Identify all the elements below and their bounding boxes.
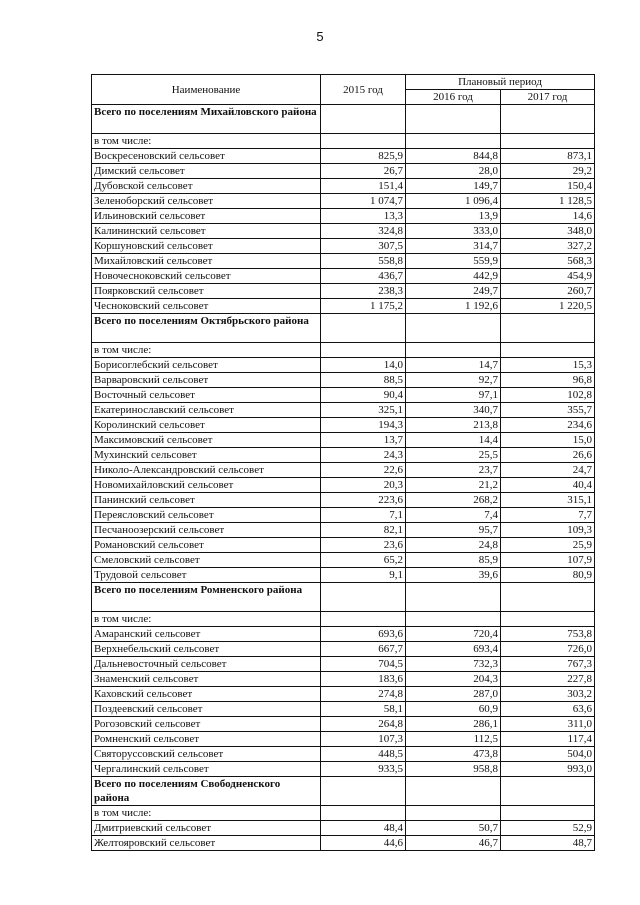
row-name-cell: Восточный сельсовет <box>92 388 321 403</box>
value-2017-cell: 52,9 <box>501 821 595 836</box>
value-2016-cell <box>406 134 501 149</box>
value-2016-cell: 473,8 <box>406 747 501 762</box>
row-name-cell: в том числе: <box>92 612 321 627</box>
value-2017-cell: 303,2 <box>501 687 595 702</box>
row-name-cell: Королинский сельсовет <box>92 418 321 433</box>
value-2016-cell: 7,4 <box>406 508 501 523</box>
value-2017-cell: 25,9 <box>501 538 595 553</box>
table-row <box>92 493 595 508</box>
row-name-cell: Всего по поселениям Свободненского района <box>92 777 321 806</box>
value-2015-cell: 704,5 <box>321 657 406 672</box>
value-2015-cell: 88,5 <box>321 373 406 388</box>
row-name-cell: Дубовской сельсовет <box>92 179 321 194</box>
value-2017-cell: 48,7 <box>501 836 595 851</box>
value-2017-cell: 315,1 <box>501 493 595 508</box>
column-header-name: Наименование <box>92 75 321 105</box>
row-name-cell: Екатеринославский сельсовет <box>92 403 321 418</box>
value-2016-cell: 13,9 <box>406 209 501 224</box>
table-row <box>92 194 595 209</box>
table-row <box>92 806 595 821</box>
value-2015-cell: 558,8 <box>321 254 406 269</box>
value-2015-cell: 933,5 <box>321 762 406 777</box>
value-2017-cell: 150,4 <box>501 179 595 194</box>
value-2015-cell: 9,1 <box>321 568 406 583</box>
table-row <box>92 687 595 702</box>
table-row <box>92 702 595 717</box>
value-2016-cell: 268,2 <box>406 493 501 508</box>
row-name-cell: Чергалинский сельсовет <box>92 762 321 777</box>
table-group-row <box>92 314 595 343</box>
table-row <box>92 672 595 687</box>
table-row <box>92 821 595 836</box>
value-2017-cell <box>501 134 595 149</box>
row-name-cell: Песчаноозерский сельсовет <box>92 523 321 538</box>
value-2015-cell: 23,6 <box>321 538 406 553</box>
row-name-cell: Ильиновский сельсовет <box>92 209 321 224</box>
value-2015-cell: 14,0 <box>321 358 406 373</box>
value-2015-cell <box>321 612 406 627</box>
row-name-cell: Варваровский сельсовет <box>92 373 321 388</box>
value-2015-cell: 107,3 <box>321 732 406 747</box>
value-2016-cell: 14,7 <box>406 358 501 373</box>
value-2016-cell: 287,0 <box>406 687 501 702</box>
value-2016-cell: 92,7 <box>406 373 501 388</box>
value-2015-cell: 22,6 <box>321 463 406 478</box>
table-group-row <box>92 583 595 612</box>
table-row <box>92 284 595 299</box>
row-name-cell: Воскресеновский сельсовет <box>92 149 321 164</box>
row-name-cell: Поздеевский сельсовет <box>92 702 321 717</box>
row-name-cell: Всего по поселениям Октябрьского района <box>92 314 321 343</box>
value-2017-cell: 1 128,5 <box>501 194 595 209</box>
value-2017-cell: 327,2 <box>501 239 595 254</box>
value-2016-cell: 14,4 <box>406 433 501 448</box>
value-2016-cell: 60,9 <box>406 702 501 717</box>
value-2016-cell: 25,5 <box>406 448 501 463</box>
table-row <box>92 373 595 388</box>
value-2016-cell <box>406 583 501 612</box>
table-row <box>92 762 595 777</box>
value-2017-cell: 726,0 <box>501 642 595 657</box>
value-2017-cell: 753,8 <box>501 627 595 642</box>
row-name-cell: Максимовский сельсовет <box>92 433 321 448</box>
value-2016-cell <box>406 343 501 358</box>
value-2017-cell: 102,8 <box>501 388 595 403</box>
value-2017-cell: 993,0 <box>501 762 595 777</box>
row-name-cell: Димский сельсовет <box>92 164 321 179</box>
table-row <box>92 642 595 657</box>
value-2017-cell: 7,7 <box>501 508 595 523</box>
row-name-cell: Рогозовский сельсовет <box>92 717 321 732</box>
table-row <box>92 538 595 553</box>
table-row <box>92 612 595 627</box>
value-2017-cell <box>501 777 595 806</box>
table-row <box>92 403 595 418</box>
value-2017-cell <box>501 105 595 134</box>
value-2017-cell: 1 220,5 <box>501 299 595 314</box>
value-2016-cell: 23,7 <box>406 463 501 478</box>
value-2016-cell <box>406 105 501 134</box>
table-row <box>92 478 595 493</box>
value-2016-cell <box>406 314 501 343</box>
value-2016-cell: 112,5 <box>406 732 501 747</box>
table-row <box>92 343 595 358</box>
value-2017-cell: 80,9 <box>501 568 595 583</box>
value-2017-cell: 355,7 <box>501 403 595 418</box>
value-2017-cell: 63,6 <box>501 702 595 717</box>
row-name-cell: Мухинский сельсовет <box>92 448 321 463</box>
value-2016-cell: 1 192,6 <box>406 299 501 314</box>
value-2015-cell: 307,5 <box>321 239 406 254</box>
value-2017-cell: 568,3 <box>501 254 595 269</box>
row-name-cell: Михайловский сельсовет <box>92 254 321 269</box>
column-header-2017: 2017 год <box>501 90 595 105</box>
value-2015-cell: 65,2 <box>321 553 406 568</box>
value-2016-cell: 559,9 <box>406 254 501 269</box>
row-name-cell: Коршуновский сельсовет <box>92 239 321 254</box>
value-2016-cell <box>406 612 501 627</box>
row-name-cell: Знаменский сельсовет <box>92 672 321 687</box>
column-header-plan-period: Плановый период <box>406 75 595 90</box>
value-2016-cell: 97,1 <box>406 388 501 403</box>
value-2017-cell: 234,6 <box>501 418 595 433</box>
value-2015-cell: 436,7 <box>321 269 406 284</box>
value-2015-cell: 58,1 <box>321 702 406 717</box>
row-name-cell: Новомихайловский сельсовет <box>92 478 321 493</box>
table-row <box>92 732 595 747</box>
value-2016-cell: 286,1 <box>406 717 501 732</box>
row-name-cell: в том числе: <box>92 343 321 358</box>
table-row <box>92 388 595 403</box>
budget-table <box>91 74 595 851</box>
value-2016-cell: 149,7 <box>406 179 501 194</box>
row-name-cell: Переясловский сельсовет <box>92 508 321 523</box>
value-2016-cell: 693,4 <box>406 642 501 657</box>
table-row <box>92 508 595 523</box>
value-2015-cell <box>321 134 406 149</box>
value-2015-cell <box>321 777 406 806</box>
table-group-row <box>92 105 595 134</box>
value-2015-cell: 1 175,2 <box>321 299 406 314</box>
table-row <box>92 164 595 179</box>
value-2015-cell: 183,6 <box>321 672 406 687</box>
value-2015-cell: 151,4 <box>321 179 406 194</box>
value-2016-cell: 249,7 <box>406 284 501 299</box>
value-2016-cell: 85,9 <box>406 553 501 568</box>
row-name-cell: в том числе: <box>92 806 321 821</box>
value-2016-cell: 958,8 <box>406 762 501 777</box>
table-row <box>92 836 595 851</box>
value-2016-cell: 39,6 <box>406 568 501 583</box>
value-2015-cell <box>321 105 406 134</box>
value-2015-cell: 7,1 <box>321 508 406 523</box>
row-name-cell: Трудовой сельсовет <box>92 568 321 583</box>
value-2016-cell: 204,3 <box>406 672 501 687</box>
table-row <box>92 463 595 478</box>
table-row <box>92 134 595 149</box>
table-row <box>92 717 595 732</box>
value-2015-cell: 324,8 <box>321 224 406 239</box>
value-2017-cell: 873,1 <box>501 149 595 164</box>
table-row <box>92 239 595 254</box>
table-row <box>92 448 595 463</box>
value-2016-cell: 46,7 <box>406 836 501 851</box>
row-name-cell: Ромненский сельсовет <box>92 732 321 747</box>
value-2015-cell <box>321 806 406 821</box>
value-2015-cell <box>321 343 406 358</box>
value-2015-cell: 82,1 <box>321 523 406 538</box>
table-row <box>92 149 595 164</box>
value-2015-cell: 48,4 <box>321 821 406 836</box>
value-2017-cell <box>501 583 595 612</box>
row-name-cell: Поярковский сельсовет <box>92 284 321 299</box>
value-2017-cell: 767,3 <box>501 657 595 672</box>
table-row <box>92 299 595 314</box>
table-row <box>92 209 595 224</box>
value-2017-cell: 26,6 <box>501 448 595 463</box>
table-row <box>92 179 595 194</box>
value-2016-cell: 95,7 <box>406 523 501 538</box>
table-body <box>92 105 595 851</box>
value-2015-cell: 20,3 <box>321 478 406 493</box>
value-2015-cell: 238,3 <box>321 284 406 299</box>
row-name-cell: Дальневосточный сельсовет <box>92 657 321 672</box>
table-row <box>92 269 595 284</box>
table-row <box>92 418 595 433</box>
value-2016-cell: 720,4 <box>406 627 501 642</box>
page-number: 5 <box>316 29 324 44</box>
row-name-cell: Всего по поселениям Михайловского района <box>92 105 321 134</box>
value-2017-cell <box>501 314 595 343</box>
value-2015-cell: 1 074,7 <box>321 194 406 209</box>
value-2016-cell: 314,7 <box>406 239 501 254</box>
value-2015-cell: 24,3 <box>321 448 406 463</box>
value-2017-cell: 454,9 <box>501 269 595 284</box>
value-2017-cell: 107,9 <box>501 553 595 568</box>
value-2016-cell: 732,3 <box>406 657 501 672</box>
value-2016-cell: 21,2 <box>406 478 501 493</box>
table-row <box>92 553 595 568</box>
value-2015-cell: 325,1 <box>321 403 406 418</box>
row-name-cell: Каховский сельсовет <box>92 687 321 702</box>
value-2015-cell <box>321 583 406 612</box>
table-group-row <box>92 777 595 806</box>
value-2016-cell: 28,0 <box>406 164 501 179</box>
value-2017-cell: 117,4 <box>501 732 595 747</box>
value-2015-cell <box>321 314 406 343</box>
value-2017-cell <box>501 343 595 358</box>
row-name-cell: Зеленоборский сельсовет <box>92 194 321 209</box>
value-2015-cell: 194,3 <box>321 418 406 433</box>
table-row <box>92 224 595 239</box>
value-2015-cell: 264,8 <box>321 717 406 732</box>
value-2016-cell <box>406 806 501 821</box>
value-2015-cell: 448,5 <box>321 747 406 762</box>
value-2017-cell: 348,0 <box>501 224 595 239</box>
value-2017-cell: 311,0 <box>501 717 595 732</box>
row-name-cell: в том числе: <box>92 134 321 149</box>
table-row <box>92 568 595 583</box>
row-name-cell: Николо-Александровский сельсовет <box>92 463 321 478</box>
row-name-cell: Смеловский сельсовет <box>92 553 321 568</box>
row-name-cell: Всего по поселениям Ромненского района <box>92 583 321 612</box>
value-2017-cell: 260,7 <box>501 284 595 299</box>
table-row <box>92 657 595 672</box>
value-2016-cell: 24,8 <box>406 538 501 553</box>
table-row <box>92 358 595 373</box>
value-2015-cell: 223,6 <box>321 493 406 508</box>
value-2015-cell: 13,3 <box>321 209 406 224</box>
value-2016-cell: 333,0 <box>406 224 501 239</box>
table-row <box>92 627 595 642</box>
value-2017-cell <box>501 612 595 627</box>
value-2017-cell: 109,3 <box>501 523 595 538</box>
row-name-cell: Верхнебельский сельсовет <box>92 642 321 657</box>
row-name-cell: Святоруссовский сельсовет <box>92 747 321 762</box>
column-header-2015: 2015 год <box>321 75 406 105</box>
value-2015-cell: 274,8 <box>321 687 406 702</box>
table-header <box>92 75 595 105</box>
value-2017-cell: 227,8 <box>501 672 595 687</box>
value-2015-cell: 90,4 <box>321 388 406 403</box>
row-name-cell: Новочесноковский сельсовет <box>92 269 321 284</box>
value-2017-cell: 29,2 <box>501 164 595 179</box>
value-2017-cell <box>501 806 595 821</box>
value-2015-cell: 667,7 <box>321 642 406 657</box>
row-name-cell: Амаранский сельсовет <box>92 627 321 642</box>
row-name-cell: Романовский сельсовет <box>92 538 321 553</box>
value-2017-cell: 40,4 <box>501 478 595 493</box>
value-2016-cell: 1 096,4 <box>406 194 501 209</box>
value-2015-cell: 825,9 <box>321 149 406 164</box>
value-2017-cell: 96,8 <box>501 373 595 388</box>
row-name-cell: Калининский сельсовет <box>92 224 321 239</box>
value-2016-cell: 50,7 <box>406 821 501 836</box>
column-header-2016: 2016 год <box>406 90 501 105</box>
value-2016-cell: 844,8 <box>406 149 501 164</box>
value-2015-cell: 13,7 <box>321 433 406 448</box>
value-2015-cell: 44,6 <box>321 836 406 851</box>
row-name-cell: Панинский сельсовет <box>92 493 321 508</box>
row-name-cell: Желтояровский сельсовет <box>92 836 321 851</box>
row-name-cell: Чесноковский сельсовет <box>92 299 321 314</box>
value-2017-cell: 504,0 <box>501 747 595 762</box>
table-row <box>92 254 595 269</box>
value-2017-cell: 24,7 <box>501 463 595 478</box>
value-2016-cell: 213,8 <box>406 418 501 433</box>
table-row <box>92 433 595 448</box>
value-2015-cell: 26,7 <box>321 164 406 179</box>
value-2017-cell: 14,6 <box>501 209 595 224</box>
value-2016-cell: 340,7 <box>406 403 501 418</box>
value-2015-cell: 693,6 <box>321 627 406 642</box>
value-2016-cell: 442,9 <box>406 269 501 284</box>
row-name-cell: Дмитриевский сельсовет <box>92 821 321 836</box>
value-2017-cell: 15,3 <box>501 358 595 373</box>
row-name-cell: Борисоглебский сельсовет <box>92 358 321 373</box>
table-row <box>92 523 595 538</box>
value-2016-cell <box>406 777 501 806</box>
value-2017-cell: 15,0 <box>501 433 595 448</box>
table-row <box>92 747 595 762</box>
